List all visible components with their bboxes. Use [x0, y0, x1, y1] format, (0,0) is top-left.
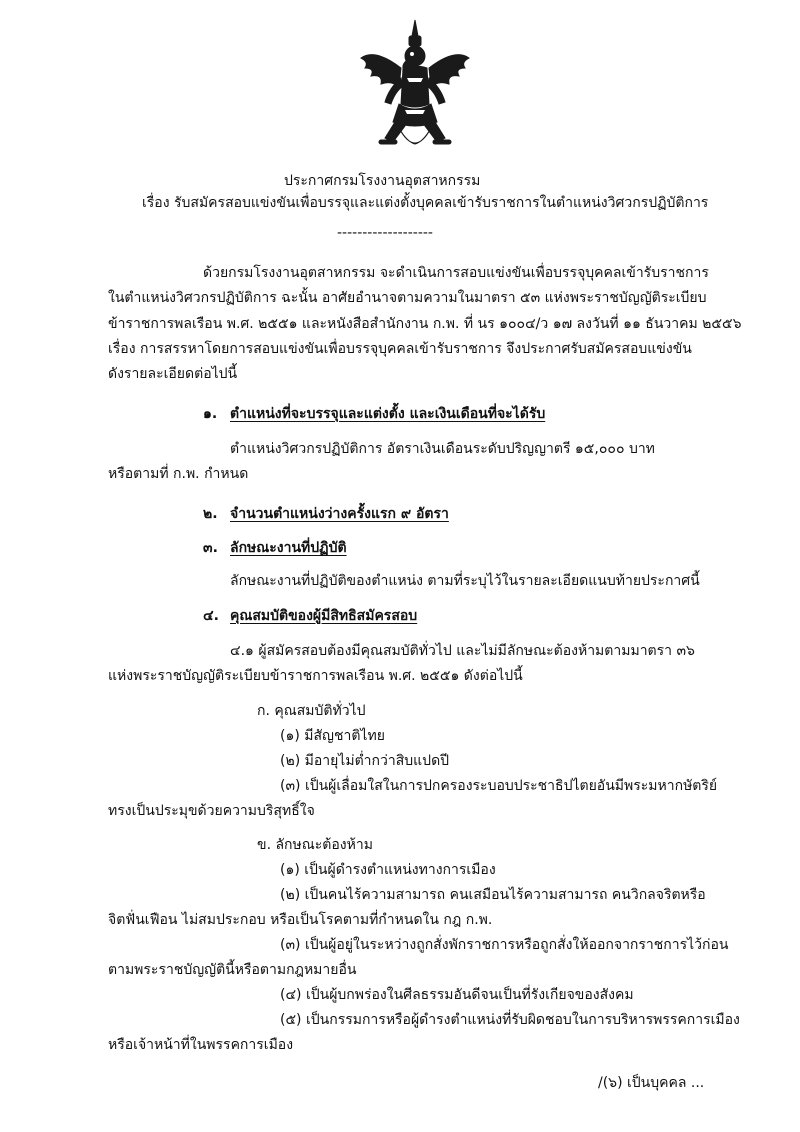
section-1-heading: ตำแหน่งที่จะบรรจุและแต่งตั้ง และเงินเดือนที่จะได้รับ: [230, 406, 546, 422]
clause-4-1-text: ๔.๑ ผู้สมัครสอบต้องมีคุณสมบัติทั่วไป และไม่มีลักษณะต้องห้ามตามมาตรา ๓๖: [230, 643, 695, 659]
section-1-number: ๑.: [203, 406, 218, 422]
list-item: (๓) เป็นผู้เลื่อมใสในการปกครองระบอบประชาธิปไตยอันมีพระมหากษัตริย์: [280, 778, 718, 794]
clause-4-1-text: แห่งพระราชบัญญัติระเบียบข้าราชการพลเรือน พ.ศ. ๒๕๕๑ ดังต่อไปนี้: [108, 668, 523, 684]
section-3-number: ๓.: [203, 540, 218, 556]
section-2-number: ๒.: [203, 506, 218, 522]
list-item: (๑) เป็นผู้ดำรงตำแหน่งทางการเมือง: [280, 862, 496, 878]
list-item: (๕) เป็นกรรมการหรือผู้ดำรงตำแหน่งที่รับผิดชอบในการบริหารพรรคการเมือง: [280, 1012, 740, 1028]
general-qualifications-heading: ก. คุณสมบัติทั่วไป: [257, 703, 366, 719]
announcement-subject: เรื่อง รับสมัครสอบแข่งขันเพื่อบรรจุและแต่งตั้งบุคคลเข้ารับราชการในตำแหน่งวิศวกรปฏิบัติการ: [142, 195, 709, 211]
title-divider: -------------------: [337, 225, 433, 241]
list-item: ทรงเป็นประมุขด้วยความบริสุทธิ์ใจ: [108, 803, 315, 819]
list-item: หรือเจ้าหน้าที่ในพรรคการเมือง: [108, 1037, 294, 1053]
intro-line: ดังรายละเอียดต่อไปนี้: [108, 366, 238, 382]
list-item: จิตฟั่นเฟือน ไม่สมประกอบ หรือเป็นโรคตามที่กำหนดใน กฎ ก.พ.: [108, 912, 493, 928]
section-3-heading: ลักษณะงานที่ปฏิบัติ: [230, 540, 347, 556]
intro-line: ในตำแหน่งวิศวกรปฏิบัติการ ฉะนั้น อาศัยอำนาจตามความในมาตรา ๕๓ แห่งพระราชบัญญัติระเบียบ: [108, 290, 707, 306]
garuda-emblem-icon: [355, 18, 475, 158]
intro-line: ข้าราชการพลเรือน พ.ศ. ๒๕๕๑ และหนังสือสำนักงาน ก.พ. ที่ นร ๑๐๐๔/ว ๑๗ ลงวันที่ ๑๑ ธันวาคม ๒๕๕๖: [108, 316, 742, 332]
page-continuation: /(๖) เป็นบุคคล ...: [598, 1075, 705, 1091]
list-item: (๒) เป็นคนไร้ความสามารถ คนเสมือนไร้ความสามารถ คนวิกลจริตหรือ: [280, 887, 706, 903]
intro-line: ด้วยกรมโรงงานอุตสาหกรรม จะดำเนินการสอบแข่งขันเพื่อบรรจุบุคคลเข้ารับราชการ: [203, 265, 709, 281]
section-2-heading: จำนวนตำแหน่งว่างครั้งแรก ๙ อัตรา: [230, 506, 449, 522]
section-4-heading: คุณสมบัติของผู้มีสิทธิสมัครสอบ: [230, 608, 418, 624]
list-item: ตามพระราชบัญญัตินี้หรือตามกฎหมายอื่น: [108, 962, 357, 978]
list-item: (๒) มีอายุไม่ต่ำกว่าสิบแปดปี: [280, 753, 450, 769]
list-item: (๓) เป็นผู้อยู่ในระหว่างถูกสั่งพักราชการหรือถูกสั่งให้ออกจากราชการไว้ก่อน: [280, 937, 729, 953]
section-4-number: ๔.: [203, 608, 219, 624]
section-1-text: หรือตามที่ ก.พ. กำหนด: [108, 466, 249, 482]
section-3-text: ลักษณะงานที่ปฏิบัติของตำแหน่ง ตามที่ระบุไว้ในรายละเอียดแนบท้ายประกาศนี้: [230, 573, 700, 589]
intro-line: เรื่อง การสรรหาโดยการสอบแข่งขันเพื่อบรรจุบุคคลเข้ารับราชการ จึงประกาศรับสมัครสอบแข่งขัน: [108, 341, 692, 357]
section-1-text: ตำแหน่งวิศวกรปฏิบัติการ อัตราเงินเดือนระดับปริญญาตรี ๑๕,๐๐๐ บาท: [230, 441, 655, 457]
list-item: (๔) เป็นผู้บกพร่องในศีลธรรมอันดีจนเป็นที่รังเกียจของสังคม: [280, 987, 634, 1003]
announcement-title: ประกาศกรมโรงงานอุตสาหกรรม: [284, 173, 481, 189]
prohibited-heading: ข. ลักษณะต้องห้าม: [257, 837, 373, 853]
list-item: (๑) มีสัญชาติไทย: [280, 728, 385, 744]
